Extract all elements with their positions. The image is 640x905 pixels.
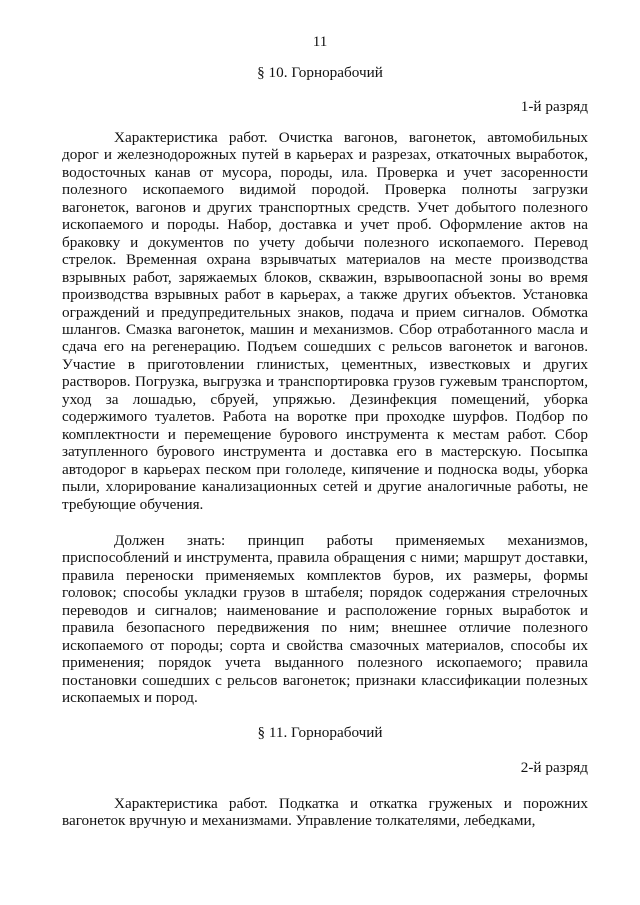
- required-knowledge-paragraph: Должен знать: принцип работы применяемых механизмов, приспособлений и инструмента, правила обращения с ними; маршрут доставки, правила переноски применяемых комплектов буров, их размеры, формы головок; способы укладки грузов в штабеля; порядок содержания стрелочных переводов и сигналов; наименование и расположение горных выработок и правила безопасного передвижения по ним; внешнее отличие полезного ископаемого от породы; сорта и свойства смазочных материалов, способы их применения; порядок учета выданного полезного ископаемого; правила постановки сошедших с рельсов вагонеток; признаки классификации полезных ископаемых и пород.: [62, 532, 588, 707]
- work-characteristic-paragraph: Характеристика работ. Подкатка и откатка груженых и порожних вагонеток вручную и механизмами. Управление толкателями, лебедками,: [62, 795, 588, 830]
- page-number: 11: [312, 33, 328, 50]
- section-heading: § 11. Горнорабочий: [257, 724, 383, 741]
- grade-label: 2-й разряд: [520, 759, 588, 776]
- section-heading: § 10. Горнорабочий: [257, 64, 383, 81]
- work-characteristic-paragraph: Характеристика работ. Очистка вагонов, вагонеток, автомобильных дорог и железнодорожных путей в карьерах и разрезах, откаточных выработок, водосточных канав от мусора, породы, ила. Проверка и учет засоренности полезного ископаемого видимой породой. Проверка полноты загрузки вагонеток, вагонов и других транспортных средств. Учет добытого полезного ископаемого и породы. Набор, доставка и учет проб. Оформление актов на браковку и документов по учету добычи полезного ископаемого. Перевод стрелок. Временная охрана взрывчатых материалов на месте производства взрывных работ, заряжаемых блоков, скважин, взрывоопасной зоны во время производства взрывных работ в карьерах, а также других объектов. Установка ограждений и предупредительных знаков, подача и прием сигналов. Обмотка шлангов. Смазка вагонеток, машин и механизмов. Сбор отработанного масла и сдача его на регенерацию. Подъем сошедших с рельсов вагонеток и вагонов. Участие в приготовлении глинистых, цементных, известковых и других растворов. Погрузка, выгрузка и транспортировка грузов гужевым транспортом, уход за лошадью, сбруей, упряжью. Дезинфекция помещений, уборка содержимого туалетов. Работа на воротке при проходке шурфов. Подбор по комплектности и перемещение бурового инструмента к местам работ. Сбор затупленного бурового инструмента и доставка его в мастерскую. Посыпка автодорог в карьерах песком при гололеде, кипячение и подноска воды, уборка пыли, хлорирование канализационных сетей и другие аналогичные работы, не требующие обучения.: [62, 129, 588, 513]
- grade-label: 1-й разряд: [520, 98, 588, 115]
